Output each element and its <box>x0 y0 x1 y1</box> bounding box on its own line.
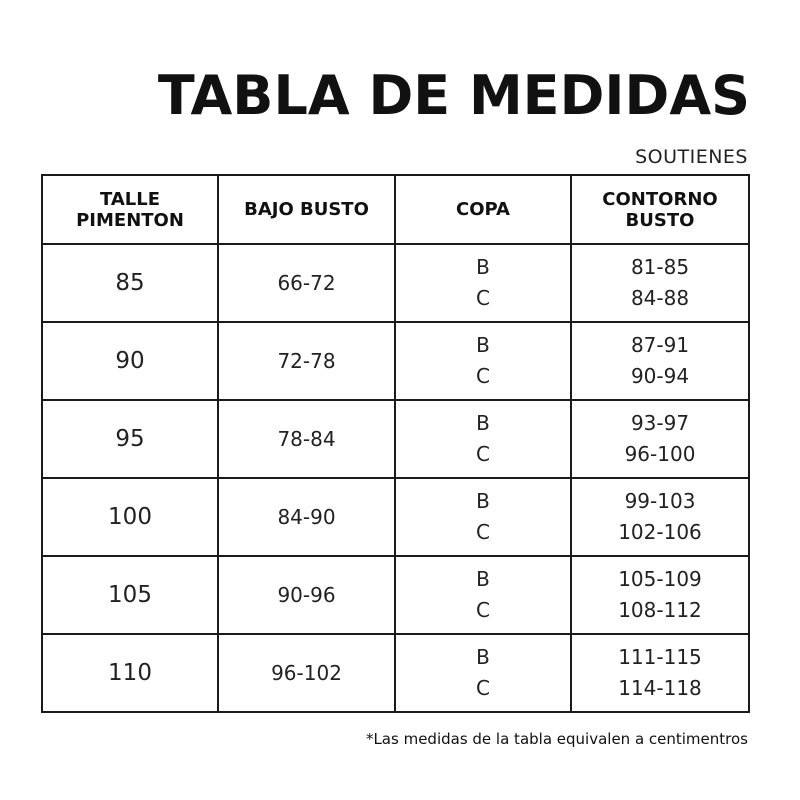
header-contorno-busto <box>571 175 749 244</box>
bajo-busto-cell: 96-102 <box>218 634 395 712</box>
bajo-busto-cell: 84-90 <box>218 478 395 556</box>
footnote: *Las medidas de la tabla equivalen a centimentros <box>365 730 748 748</box>
copa-cell <box>395 478 571 556</box>
page-title: TABLA DE MEDIDAS <box>157 64 750 127</box>
table-row <box>42 478 749 556</box>
contorno-cell <box>571 322 749 400</box>
contorno-cell <box>571 556 749 634</box>
copa-value: B <box>476 255 490 279</box>
page-subtitle: SOUTIENES <box>635 146 748 168</box>
header-line: TALLE <box>99 188 161 210</box>
talle-cell: 95 <box>42 400 218 478</box>
header-copa <box>395 175 571 244</box>
contorno-value: 111-115 <box>618 645 702 669</box>
copa-value: B <box>476 645 490 669</box>
contorno-value: 108-112 <box>618 598 702 622</box>
copa-value: C <box>476 520 490 544</box>
contorno-cell <box>571 634 749 712</box>
copa-cell <box>395 244 571 322</box>
header-talle-pimenton <box>42 175 218 244</box>
copa-value: C <box>476 598 490 622</box>
bajo-busto-cell: 72-78 <box>218 322 395 400</box>
contorno-cell <box>571 400 749 478</box>
contorno-value: 90-94 <box>630 364 690 388</box>
copa-value: C <box>476 364 490 388</box>
bajo-busto-cell: 90-96 <box>218 556 395 634</box>
table-row <box>42 322 749 400</box>
table-header-row <box>42 175 749 244</box>
contorno-value: 114-118 <box>618 676 702 700</box>
copa-value: B <box>476 333 490 357</box>
contorno-cell <box>571 244 749 322</box>
contorno-value: 87-91 <box>630 333 690 357</box>
copa-value: B <box>476 489 490 513</box>
contorno-value: 99-103 <box>624 489 696 513</box>
copa-value: C <box>476 286 490 310</box>
contorno-value: 93-97 <box>630 411 690 435</box>
contorno-value: 84-88 <box>630 286 690 310</box>
copa-cell <box>395 556 571 634</box>
header-bajo-busto <box>218 175 395 244</box>
copa-cell <box>395 634 571 712</box>
contorno-value: 105-109 <box>618 567 702 591</box>
header-line: PIMENTON <box>76 209 184 231</box>
header-line: BUSTO <box>625 209 695 231</box>
contorno-cell <box>571 478 749 556</box>
header-line: BAJO BUSTO <box>244 199 369 220</box>
bajo-busto-cell: 66-72 <box>218 244 395 322</box>
table-row <box>42 634 749 712</box>
copa-value: B <box>476 411 490 435</box>
table-row <box>42 556 749 634</box>
talle-cell: 85 <box>42 244 218 322</box>
talle-cell: 110 <box>42 634 218 712</box>
talle-cell: 105 <box>42 556 218 634</box>
copa-value: B <box>476 567 490 591</box>
size-table <box>41 174 750 713</box>
bajo-busto-cell: 78-84 <box>218 400 395 478</box>
copa-value: C <box>476 442 490 466</box>
copa-value: C <box>476 676 490 700</box>
copa-cell <box>395 322 571 400</box>
table-row <box>42 244 749 322</box>
talle-cell: 90 <box>42 322 218 400</box>
header-line: CONTORNO <box>602 188 718 210</box>
header-line: COPA <box>456 199 510 220</box>
contorno-value: 96-100 <box>624 442 696 466</box>
talle-cell: 100 <box>42 478 218 556</box>
copa-cell <box>395 400 571 478</box>
contorno-value: 102-106 <box>618 520 702 544</box>
contorno-value: 81-85 <box>630 255 690 279</box>
table-row <box>42 400 749 478</box>
